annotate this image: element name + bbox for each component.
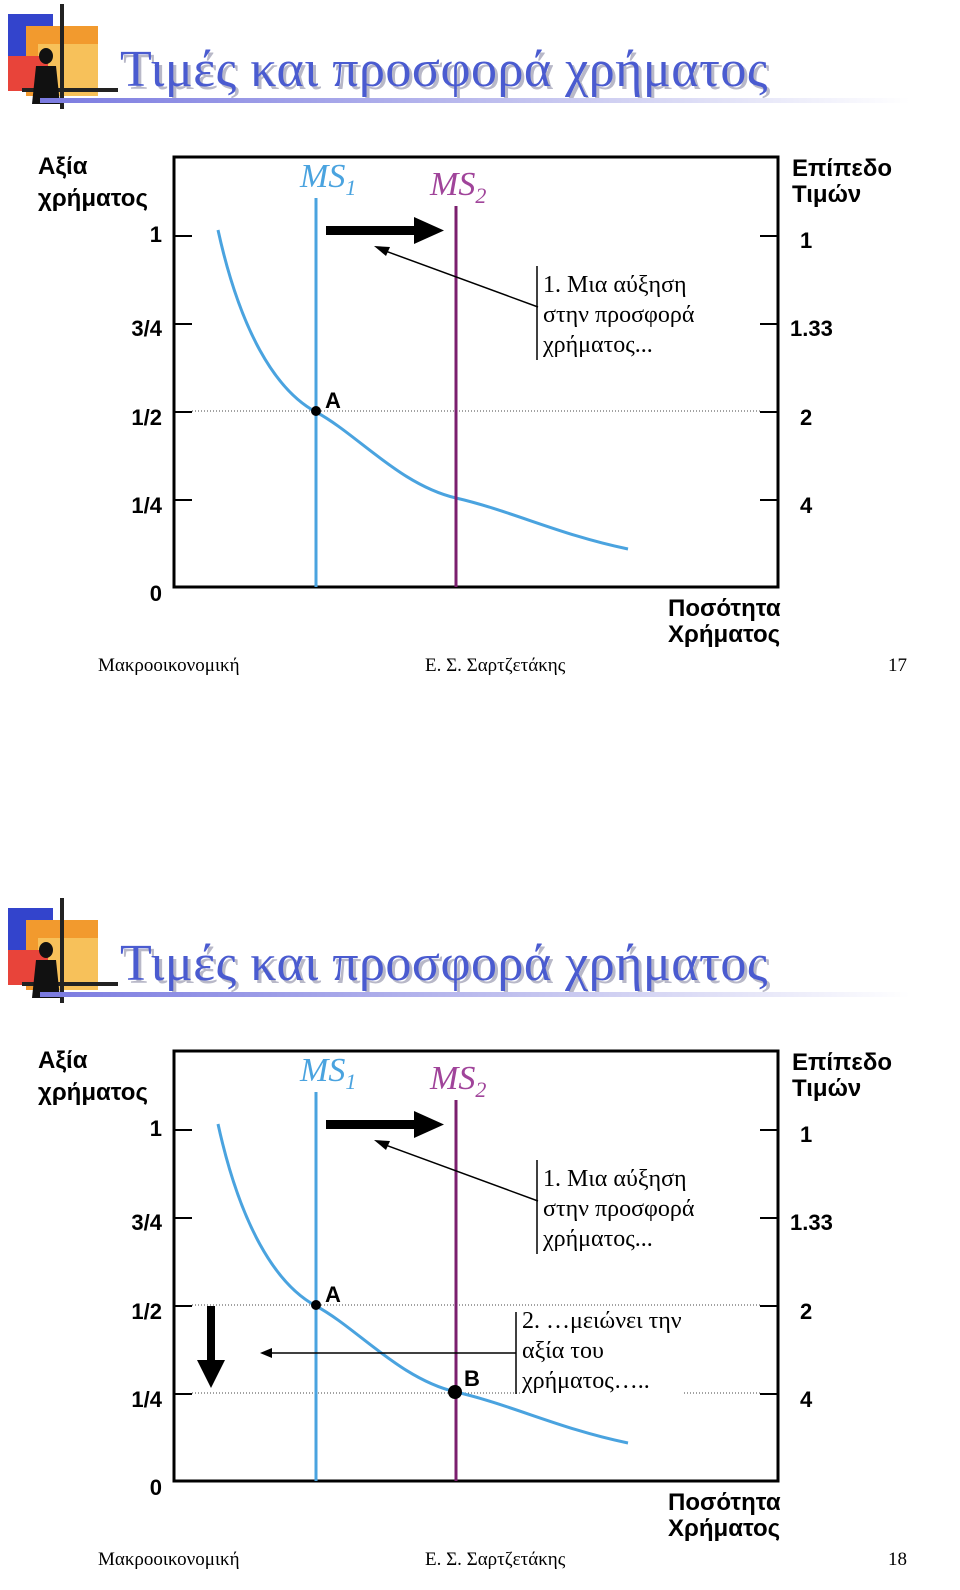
slide-17 bbox=[0, 0, 960, 690]
y-tick-3-4: 3/4 bbox=[131, 316, 162, 341]
y-tick-1-2: 1/2 bbox=[131, 1299, 162, 1324]
x-axis-label: Ποσότητα Χρήματος bbox=[668, 1489, 781, 1542]
shift-right-arrow-icon bbox=[326, 1111, 444, 1138]
slide-title: Τιμές και προσφορά χρήματος bbox=[120, 41, 768, 98]
footer-author: Ε. Σ. Σαρτζετάκης bbox=[425, 1549, 566, 1570]
pointer-line-note1 bbox=[380, 249, 538, 307]
pointer-head-note1 bbox=[374, 246, 390, 256]
y-tick-0: 0 bbox=[149, 1475, 162, 1500]
point-b-label: B bbox=[464, 1366, 480, 1391]
y-axis-label: Αξία χρήματος bbox=[38, 153, 148, 212]
footer-page-number: 17 bbox=[888, 655, 907, 676]
y-axis-label: Αξία χρήματος bbox=[38, 1047, 148, 1106]
y-tick-0: 0 bbox=[149, 581, 162, 606]
ms2-label: $MS_2$ bbox=[430, 1060, 487, 1102]
money-market-chart bbox=[0, 894, 960, 1584]
right-tick-1-33: 1.33 bbox=[790, 1210, 833, 1235]
pointer-head-note2 bbox=[260, 1348, 272, 1358]
right-tick-4: 4 bbox=[800, 493, 813, 518]
right-axis-label: Επίπεδο Τιμών bbox=[792, 155, 893, 208]
note-increase-supply: 1. Μια αύξηση στην προσφορά χρήματος... bbox=[543, 272, 695, 358]
value-down-arrow-icon bbox=[197, 1306, 225, 1388]
right-tick-1: 1 bbox=[800, 1122, 813, 1147]
y-tick-1: 1 bbox=[149, 1116, 162, 1141]
ms2-label: $MS_2$ bbox=[430, 166, 487, 208]
note-reduces-value: 2. …μειώνει την αξία του χρήματος….. bbox=[522, 1308, 682, 1394]
chart-frame bbox=[174, 1051, 778, 1481]
slide-18 bbox=[0, 894, 960, 1584]
pointer-head-note1 bbox=[374, 1140, 390, 1150]
point-a-marker bbox=[311, 1300, 321, 1310]
point-b-marker bbox=[448, 1385, 462, 1399]
point-a-marker bbox=[311, 406, 321, 416]
y-tick-1: 1 bbox=[149, 222, 162, 247]
money-market-chart bbox=[0, 0, 960, 690]
note-increase-supply: 1. Μια αύξηση στην προσφορά χρήματος... bbox=[543, 1166, 695, 1252]
shift-right-arrow-icon bbox=[326, 217, 444, 244]
ms1-label: $MS_1$ bbox=[300, 1052, 357, 1094]
right-axis-label: Επίπεδο Τιμών bbox=[792, 1049, 893, 1102]
right-tick-1: 1 bbox=[800, 228, 813, 253]
point-a-label: A bbox=[325, 1282, 341, 1307]
y-tick-1-2: 1/2 bbox=[131, 405, 162, 430]
right-tick-4: 4 bbox=[800, 1387, 813, 1412]
x-axis-label: Ποσότητα Χρήματος bbox=[668, 595, 781, 648]
point-a-label: A bbox=[325, 388, 341, 413]
footer-author: Ε. Σ. Σαρτζετάκης bbox=[425, 655, 566, 676]
right-tick-1-33: 1.33 bbox=[790, 316, 833, 341]
slide-title: Τιμές και προσφορά χρήματος bbox=[120, 935, 768, 992]
right-tick-2: 2 bbox=[800, 405, 813, 430]
footer-page-number: 18 bbox=[888, 1549, 907, 1570]
y-tick-1-4: 1/4 bbox=[131, 493, 162, 518]
footer-course: Μακροοικονομική bbox=[98, 1549, 240, 1570]
right-tick-2: 2 bbox=[800, 1299, 813, 1324]
footer-course: Μακροοικονομική bbox=[98, 655, 240, 676]
pointer-line-note1 bbox=[380, 1143, 538, 1201]
y-tick-3-4: 3/4 bbox=[131, 1210, 162, 1235]
ms1-label: $MS_1$ bbox=[300, 158, 357, 200]
y-tick-1-4: 1/4 bbox=[131, 1387, 162, 1412]
chart-frame bbox=[174, 157, 778, 587]
